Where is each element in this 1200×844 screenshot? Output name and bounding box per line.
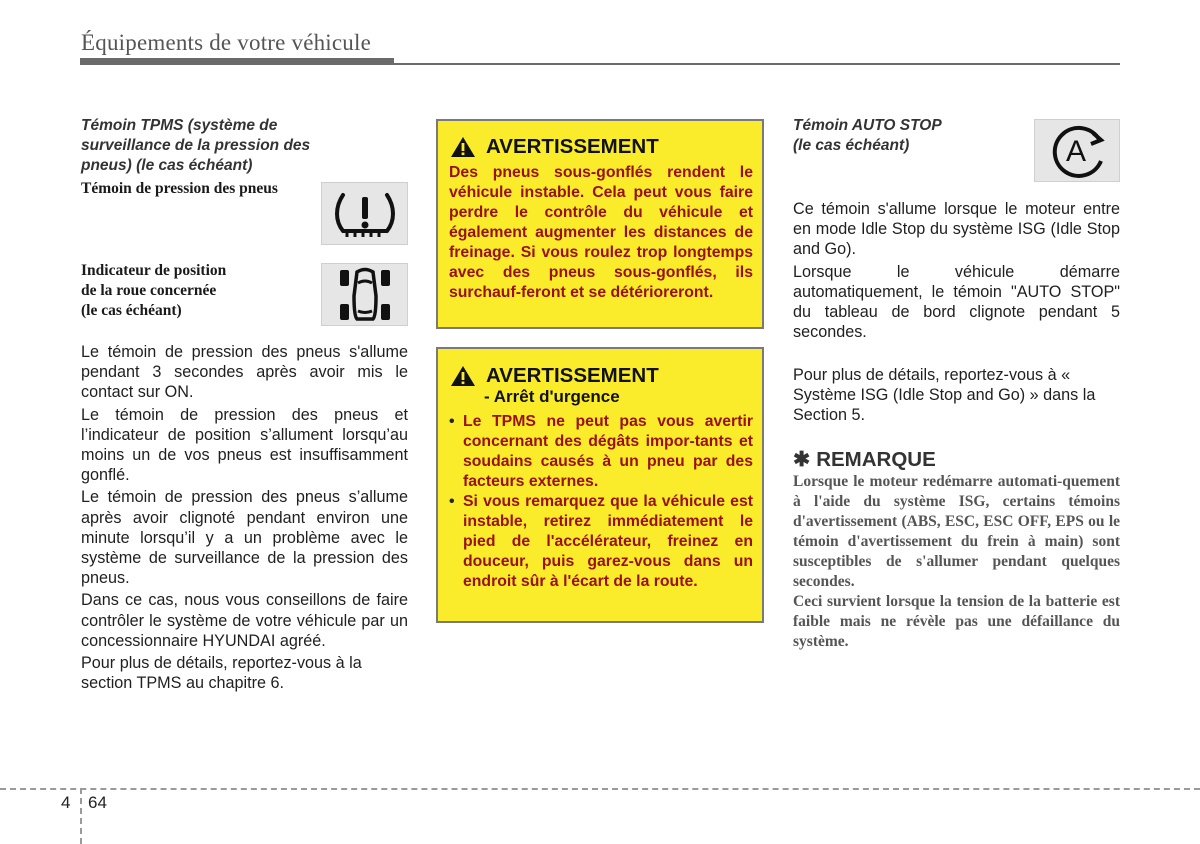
tpms-warning-icon	[329, 187, 401, 241]
chapter-number: 4	[61, 793, 71, 812]
body-paragraph: Ce témoin s'allume lorsque le moteur entre en mode Idle Stop du système ISG (Idle Stop and Go).	[793, 200, 1120, 259]
body-paragraph: Pour plus de détails, reportez-vous à « Système ISG (Idle Stop and Go) » dans la Section 5.	[793, 366, 1096, 425]
warning-list	[449, 412, 753, 592]
warning-body: Des pneus sous-gonflés rendent le véhicule instable. Cela peut vous faire perdre le contrôle du véhicule et également augmenter les distances de freinage. Si vous roulez trop longtemps avec des pneus sous-gonflés, ils surchauf-feront et se détérioreront.	[449, 164, 753, 301]
warning-header	[450, 135, 659, 159]
body-paragraph: Lorsque le véhicule démarre automatiquement, le témoin "AUTO STOP" du tableau de bord clignote pendant 5 secondes.	[793, 262, 1120, 342]
asterisk-icon: ✱	[793, 448, 811, 471]
autostop-title-line: (le cas échéant)	[793, 137, 910, 154]
auto-stop-icon	[1041, 123, 1113, 179]
footer-dashed-rule	[0, 788, 1200, 790]
tpms-title-line: Témoin TPMS (système de	[81, 117, 278, 134]
warning-title: AVERTISSEMENT	[486, 364, 659, 387]
tpms-section-title	[81, 116, 381, 176]
tpms-title-line: surveillance de la pression des	[81, 137, 311, 154]
autostop-reference-text	[793, 365, 1120, 428]
tpms-title-line: pneus) (le cas échéant)	[81, 157, 253, 174]
position-label-line: (le cas échéant)	[81, 302, 182, 319]
autostop-title-line: Témoin AUTO STOP	[793, 117, 942, 134]
body-paragraph: Le témoin de pression des pneus s'allume pendant 3 secondes après avoir mis le contact sur ON.	[81, 343, 408, 402]
warning-box-emergency-stop	[436, 347, 764, 623]
remark-header	[793, 447, 936, 472]
body-paragraph: Le témoin de pression des pneus s’allume après avoir clignoté pendant environ une minute lorsqu’il y a un problème avec le système de surveillance de la pression des pneus.	[81, 488, 408, 588]
body-paragraph: Le témoin de pression des pneus et l’indicateur de position s’allument lorsqu’au moins un de vos pneus est insuffisamment gonflé.	[81, 405, 408, 485]
footer-dashed-divider	[80, 788, 82, 844]
svg-text:A: A	[1065, 134, 1087, 168]
autostop-body-text	[793, 199, 1120, 344]
warning-list-item: • Le TPMS ne peut pas vous avertir concernant des dégâts impor-tants et soudains causés à un pneu par des facteurs externes.	[449, 412, 753, 492]
warning-header	[450, 364, 659, 388]
remark-paragraph: Lorsque le moteur redémarre automati-quement à l'aide du système ISG, certains témoins d'avertissement (ABS, ESC, ESC OFF, EPS ou le témoin d'avertissement du frein à main) sont susceptibles de s'allumer pendant quelques secondes.	[793, 473, 1120, 590]
tire-position-icon	[335, 266, 395, 324]
position-label-line: Indicateur de position	[81, 262, 227, 279]
autostop-indicator-box	[1034, 119, 1120, 182]
warning-box-underinflation	[436, 119, 764, 329]
tpms-body-text	[81, 342, 408, 695]
warning-subtitle: - Arrêt d'urgence	[484, 387, 620, 406]
pressure-indicator-label: Témoin de pression des pneus	[81, 180, 278, 197]
remark-title: REMARQUE	[816, 447, 936, 471]
warning-list-item: • Si vous remarquez que la véhicule est instable, retirez immédiatement le pied de l'accélérateur, freinez en douceur, puis garez-vous dans un endroit sûr à l'écart de la route.	[449, 492, 753, 592]
remark-body	[793, 472, 1120, 652]
remark-paragraph: Ceci survient lorsque la tension de la batterie est faible mais ne révèle pas une défaillance du système.	[793, 593, 1120, 650]
body-paragraph: Pour plus de détails, reportez-vous à la section TPMS au chapitre 6.	[81, 654, 362, 693]
tire-position-indicator-box	[321, 263, 408, 326]
tire-position-label	[81, 261, 281, 321]
body-paragraph: Dans ce cas, nous vous conseillons de faire contrôler le système de votre véhicule par un concessionnaire HYUNDAI agréé.	[81, 591, 408, 650]
page-number: 64	[88, 793, 107, 812]
header-rule	[80, 63, 1120, 65]
warning-title: AVERTISSEMENT	[486, 135, 659, 158]
warning-triangle-icon	[450, 365, 476, 387]
tpms-indicator-box	[321, 182, 408, 245]
page-header-title: Équipements de votre véhicule	[81, 30, 372, 55]
position-label-line: de la roue concernée	[81, 282, 217, 299]
autostop-section-title	[793, 116, 1013, 156]
warning-triangle-icon	[450, 136, 476, 158]
